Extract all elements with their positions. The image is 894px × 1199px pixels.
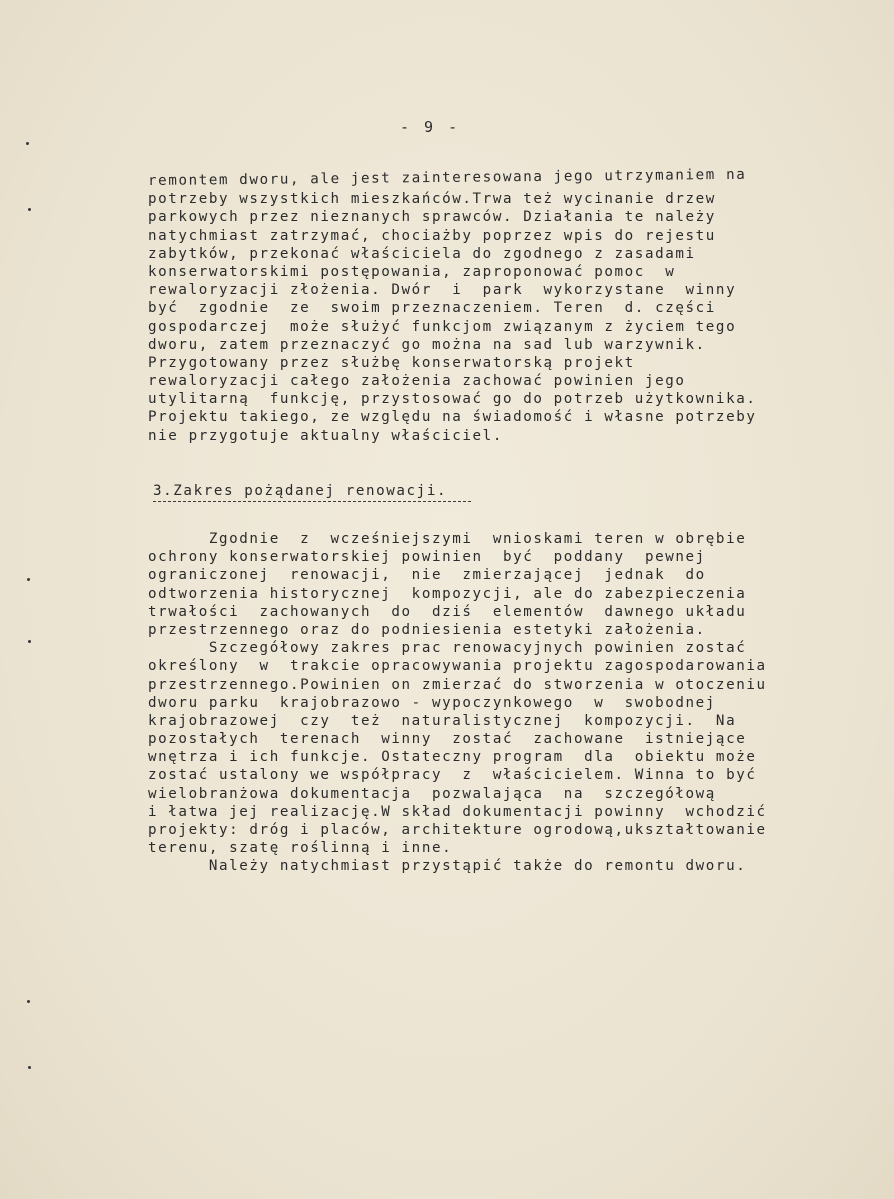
- text-line: rewaloryzacji złożenia. Dwór i park wykorzystane winny: [148, 282, 737, 299]
- scan-speck: [28, 640, 31, 643]
- text-line: trwałości zachowanych do dziś elementów dawnego układu: [148, 603, 747, 620]
- page-number: - 9 -: [400, 118, 461, 136]
- text-line: i łatwa jej realizację.W skład dokumentacji powinny wchodzić: [148, 803, 767, 820]
- text-line: nie przygotuje aktualny właściciel.: [148, 427, 503, 444]
- text-line: zostać ustalony we współpracy z właścicielem. Winna to być: [148, 767, 757, 784]
- text-line: dworu, zatem przeznaczyć go można na sad lub warzywnik.: [148, 336, 706, 353]
- text-line: Przygotowany przez służbę konserwatorską projekt: [148, 354, 635, 371]
- section-heading-text: 3.Zakres pożądanej renowacji.: [153, 483, 448, 499]
- text-line: projekty: dróg i placów, architekture ogrodową,ukształtowanie: [148, 822, 767, 838]
- text-line: parkowych przez nieznanych sprawców. Działania te należy: [148, 209, 716, 226]
- text-line: Szczegółowy zakres prac renowacyjnych powinien zostać: [148, 640, 747, 657]
- scan-speck: [28, 1066, 31, 1069]
- text-line: Należy natychmiast przystąpić także do remontu dworu.: [148, 858, 747, 875]
- scan-speck: [27, 1000, 30, 1003]
- text-line: przestrzennego.Powinien on zmierzać do stworzenia w otoczeniu: [148, 676, 767, 693]
- scan-speck: [26, 142, 29, 145]
- text-line: pozostałych terenach winny zostać zachowane istniejące: [148, 731, 747, 748]
- text-line: ochrony konserwatorskiej powinien być poddany pewnej: [148, 549, 706, 566]
- heading-underline: [153, 501, 471, 502]
- text-line: terenu, szatę roślinną i inne.: [148, 840, 453, 857]
- text-line: przestrzennego oraz do podniesienia estetyki założenia.: [148, 621, 706, 638]
- text-line: natychmiast zatrzymać, chociażby poprzez wpis do rejestu: [148, 227, 716, 244]
- paragraph-1: [147, 166, 828, 445]
- text-line: utylitarną funkcję, przystosować go do potrzeb użytkownika.: [148, 391, 757, 408]
- text-line: określony w trakcie opracowywania projektu zagospodarowania: [148, 658, 767, 675]
- text-line: potrzeby wszystkich mieszkańców.Trwa też wycinanie drzew: [148, 191, 716, 208]
- text-line: Projektu takiego, ze względu na świadomość i własne potrzeby: [148, 409, 757, 426]
- text-line: wielobranżowa dokumentacja pozwalająca na szczegółową: [148, 785, 716, 802]
- text-line: Zgodnie z wcześniejszymi wnioskami teren w obrębie: [148, 531, 747, 547]
- paragraph-2: [148, 530, 828, 876]
- text-line: remontem dworu, ale jest zainteresowana jego utrzymaniem na: [147, 166, 747, 189]
- text-line: zabytków, przekonać właściciela do zgodnego z zasadami: [148, 245, 696, 262]
- text-line: rewaloryzacji całego założenia zachować powinien jego: [148, 373, 686, 390]
- scan-speck: [28, 208, 31, 211]
- text-line: krajobrazowej czy też naturalistycznej kompozycji. Na: [148, 712, 737, 729]
- text-line: wnętrza i ich funkcje. Ostateczny program dla obiektu może: [148, 749, 757, 766]
- text-line: być zgodnie ze swoim przeznaczeniem. Teren d. części: [148, 300, 716, 317]
- text-line: ograniczonej renowacji, nie zmierzającej jednak do: [148, 567, 706, 584]
- text-line: konserwatorskimi postępowania, zaproponować pomoc w: [148, 263, 676, 280]
- text-line: odtworzenia historycznej kompozycji, ale do zabezpieczenia: [148, 585, 747, 602]
- text-line: dworu parku krajobrazowo - wypoczynkowego w swobodnej: [148, 694, 716, 711]
- section-heading: [153, 483, 471, 502]
- scan-speck: [27, 578, 30, 581]
- text-line: gospodarczej może służyć funkcjom związanym z życiem tego: [148, 318, 737, 335]
